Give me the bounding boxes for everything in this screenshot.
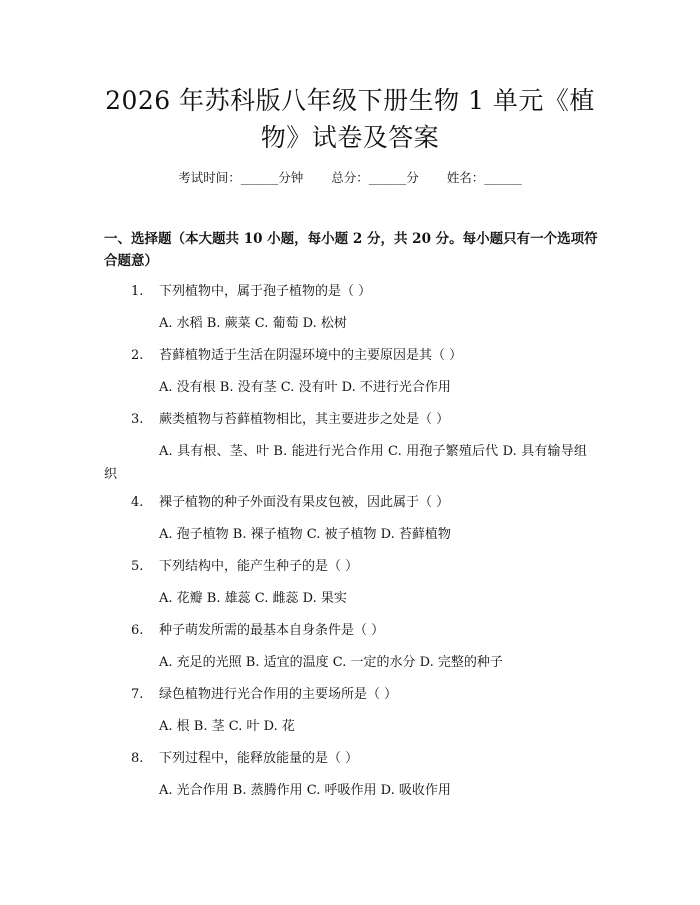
question-text: 下列结构中，能产生种子的是（ ）: [159, 559, 359, 574]
question-4: [131, 493, 601, 513]
exam-time-field: 考试时间：______分钟: [178, 170, 304, 185]
total-score-field: 总分：______分: [331, 170, 419, 185]
question-text: 蕨类植物与苔藓植物相比，其主要进步之处是（ ）: [159, 412, 450, 427]
question-8-options: A. 光合作用 B. 蒸腾作用 C. 呼吸作用 D. 吸收作用: [159, 783, 451, 798]
question-number: 5.: [131, 559, 144, 574]
question-text: 苔藓植物适于生活在阴湿环境中的主要原因是其（ ）: [159, 348, 463, 363]
question-text: 裸子植物的种子外面没有果皮包被，因此属于（ ）: [159, 495, 450, 510]
question-text: 下列过程中，能释放能量的是（ ）: [159, 751, 359, 766]
question-number: 8.: [131, 751, 144, 766]
question-number: 4.: [131, 495, 144, 510]
section-heading: 一、选择题（本大题共 10 小题，每小题 2 分，共 20 分。每小题只有一个选项符合题意）: [104, 231, 598, 269]
exam-title: 2026 年苏科版八年级下册生物 1 单元《植物》试卷及答案: [105, 86, 595, 152]
question-number: 7.: [131, 687, 144, 702]
question-7-options: A. 根 B. 茎 C. 叶 D. 花: [159, 719, 295, 734]
question-1: [131, 282, 601, 302]
question-5: [131, 557, 601, 577]
student-name-field: 姓名：______: [446, 170, 522, 185]
question-2-options: A. 没有根 B. 没有茎 C. 没有叶 D. 不进行光合作用: [159, 380, 451, 395]
question-6-options: A. 充足的光照 B. 适宜的温度 C. 一定的水分 D. 完整的种子: [159, 655, 503, 670]
question-number: 3.: [131, 412, 144, 427]
question-text: 绿色植物进行光合作用的主要场所是（ ）: [159, 687, 398, 702]
question-text: 下列植物中，属于孢子植物的是（ ）: [159, 284, 372, 299]
exam-meta-line: [0, 168, 700, 188]
question-2: [131, 346, 601, 366]
question-6: [131, 621, 601, 641]
question-number: 1.: [131, 284, 144, 299]
question-3: [131, 410, 601, 430]
question-number: 2.: [131, 348, 144, 363]
question-text: 种子萌发所需的最基本自身条件是（ ）: [159, 623, 385, 638]
question-3-options: A. 具有根、茎、叶 B. 能进行光合作用 C. 用孢子繁殖后代 D. 具有输导组织: [104, 444, 587, 482]
question-4-options: A. 孢子植物 B. 裸子植物 C. 被子植物 D. 苔藓植物: [159, 527, 451, 542]
question-7: [131, 685, 601, 705]
question-5-options: A. 花瓣 B. 雄蕊 C. 雌蕊 D. 果实: [159, 591, 347, 606]
question-number: 6.: [131, 623, 144, 638]
question-8: [131, 749, 601, 769]
question-1-options: A. 水稻 B. 蕨菜 C. 葡萄 D. 松树: [159, 316, 347, 331]
